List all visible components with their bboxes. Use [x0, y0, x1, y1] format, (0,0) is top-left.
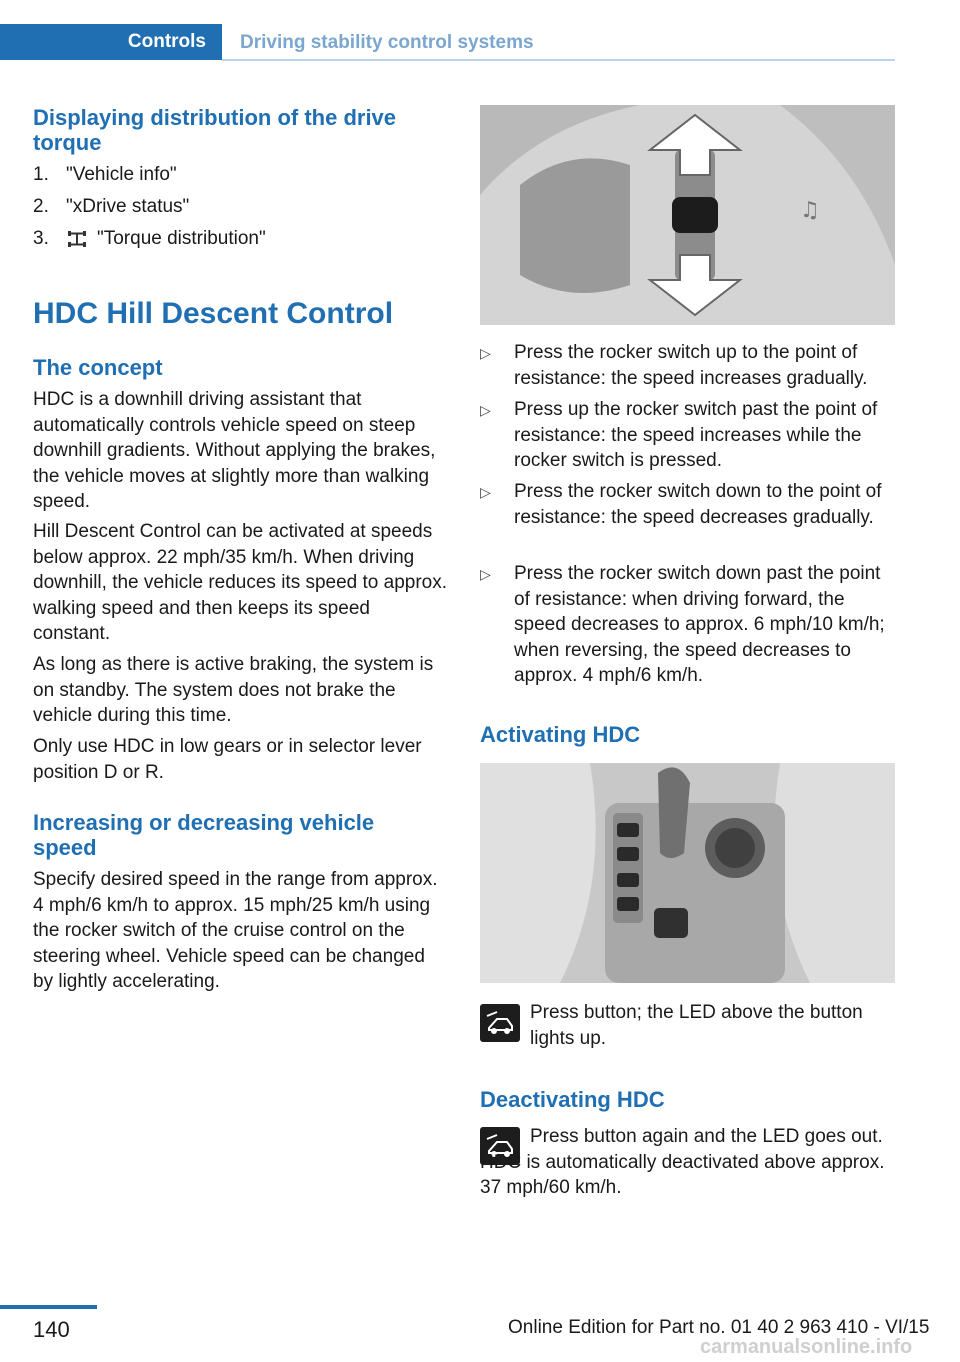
list-text: "xDrive status" — [66, 196, 190, 217]
speed-heading: Increasing or decreasing vehicle speed — [33, 810, 375, 860]
hdc-button-icon — [480, 1004, 520, 1042]
deactivating-heading: Deactivating HDC — [480, 1087, 665, 1112]
page-header — [0, 24, 895, 60]
speed-paragraph: Specify desired speed in the range from approx. 4 mph/6 km/h to approx. 15 mph/25 km/h using the rocker switch of the cruise control on the steering wheel. Vehicle speed can be changed by lightly accelerating. — [33, 869, 438, 992]
edition-text: Online Edition for Part no. 01 40 2 963 410 - VI/15 — [508, 1317, 930, 1338]
bullet-triangle-icon: ▷ — [480, 402, 491, 418]
header-rule — [222, 59, 895, 61]
section-tab: Controls — [0, 24, 222, 60]
torque-distribution-icon — [65, 230, 89, 254]
list-number: 1. — [33, 164, 49, 185]
list-item — [480, 340, 895, 400]
center-console-photo — [480, 763, 895, 983]
deactivating-text: Press button again and the LED goes out. HDC is automatically deactivated above approx. 37 mph/60 km/h. — [480, 1126, 885, 1198]
concept-paragraph-4: Only use HDC in low gears or in selector lever position D or R. — [33, 736, 422, 783]
list-text: Press up the rocker switch past the point of resistance: the speed increases while the rocker switch is pressed. — [514, 399, 878, 471]
torque-heading: Displaying distribution of the drive torque — [33, 105, 397, 155]
chapter-title: Driving stability control systems — [240, 32, 534, 53]
list-text: Press the rocker switch up to the point of resistance: the speed increases gradually. — [514, 342, 868, 389]
list-text: "Vehicle info" — [66, 164, 177, 185]
page-number: 140 — [33, 1317, 70, 1342]
list-item — [480, 561, 895, 691]
concept-paragraph-3: As long as there is active braking, the system is on standby. The system does not brake the vehicle during this time. — [33, 654, 434, 726]
list-text: Press the rocker switch down past the point of resistance: when driving forward, the speed decreases to approx. 6 mph/10 km/h; when reversing, the speed decreases to approx. 4 mph/6 km/h. — [514, 563, 885, 686]
hdc-title: HDC Hill Descent Control — [33, 297, 394, 330]
list-item — [480, 397, 895, 477]
list-text: Press the rocker switch down to the point of resistance: the speed decreases gradually. — [514, 481, 882, 528]
watermark: carmanualsonline.info — [700, 1336, 913, 1358]
list-text: "Torque distribution" — [97, 228, 266, 249]
concept-paragraph-1: HDC is a downhill driving assistant that automatically controls vehicle speed on steep downhill gradients. Without applying the brakes, the vehicle moves at slightly more than walking speed. — [33, 389, 436, 512]
activating-text: Press button; the LED above the button lights up. — [530, 1002, 863, 1049]
list-number: 2. — [33, 196, 49, 217]
activating-heading: Activating HDC — [480, 722, 641, 747]
rocker-switch-photo — [480, 105, 895, 325]
concept-heading: The concept — [33, 355, 163, 380]
concept-paragraph-2: Hill Descent Control can be activated at speeds below approx. 22 mph/35 km/h. When driving downhill, the vehicle reduces its speed to approx. walking speed and then keeps its speed constant. — [33, 521, 448, 644]
list-number: 3. — [33, 228, 49, 249]
bullet-triangle-icon: ▷ — [480, 345, 491, 361]
footer-rule — [0, 1305, 97, 1309]
svg-text:♫: ♫ — [800, 198, 820, 223]
list-item — [480, 479, 895, 559]
bullet-triangle-icon: ▷ — [480, 566, 491, 582]
bullet-triangle-icon: ▷ — [480, 484, 491, 500]
